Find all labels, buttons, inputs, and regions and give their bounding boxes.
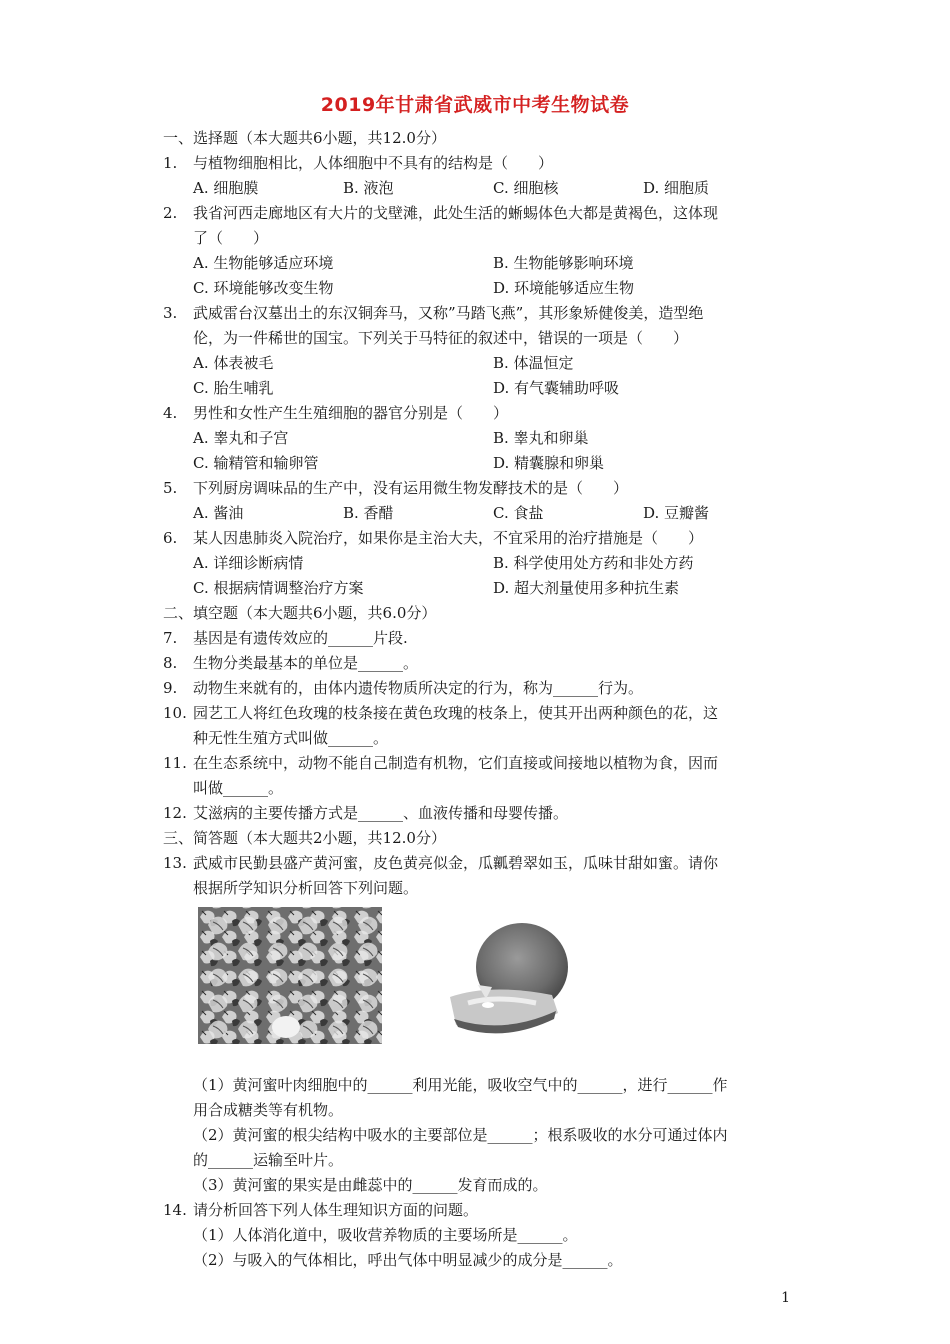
option-a: A. 酱油 (193, 504, 244, 522)
option-a: A. 体表被毛 (193, 354, 274, 372)
question-number: 1. (163, 154, 178, 172)
sub-question-2-cont: 的______运输至叶片。 (193, 1151, 344, 1169)
question-number: 6. (163, 529, 178, 547)
question-number: 10. (163, 704, 187, 722)
option-d: D. 细胞质 (643, 179, 710, 197)
question-text: 基因是有遗传效应的______片段. (193, 629, 408, 647)
sub-question-3: （3）黄河蜜的果实是由雌蕊中的______发育而成的。 (193, 1176, 548, 1194)
question-text: 我省河西走廊地区有大片的戈壁滩，此处生活的蜥蜴体色大都是黄褐色，这体现 (193, 204, 719, 222)
question-text: 武威市民勤县盛产黄河蜜，皮色黄亮似金，瓜瓤碧翠如玉，瓜味甘甜如蜜。请你 (193, 854, 719, 872)
option-d: D. 豆瓣酱 (643, 504, 710, 522)
section-heading-fill: 二、填空题（本大题共6小题，共6.0分） (163, 604, 437, 622)
sub-question-2: （2）与吸入的气体相比，呼出气体中明显减少的成分是______。 (193, 1251, 623, 1269)
option-d: D. 超大剂量使用多种抗生素 (493, 579, 680, 597)
question-text: 下列厨房调味品的生产中，没有运用微生物发酵技术的是（ ） (193, 479, 629, 497)
option-a: A. 睾丸和子宫 (193, 429, 289, 447)
option-d: D. 精囊腺和卵巢 (493, 454, 605, 472)
question-number: 11. (163, 754, 187, 772)
question-text: 生物分类最基本的单位是______。 (193, 654, 419, 672)
sub-question-1: （1）黄河蜜叶肉细胞中的______利用光能，吸收空气中的______，进行______作 (193, 1076, 728, 1094)
question-text: 与植物细胞相比，人体细胞中不具有的结构是（ ） (193, 154, 554, 172)
question-number: 5. (163, 479, 178, 497)
option-c: C. 胎生哺乳 (193, 379, 274, 397)
question-number: 12. (163, 804, 187, 822)
option-b: B. 香醋 (343, 504, 394, 522)
question-text: 在生态系统中，动物不能自己制造有机物，它们直接或间接地以植物为食，因而 (193, 754, 719, 772)
question-text: 艾滋病的主要传播方式是______、血液传播和母婴传播。 (193, 804, 569, 822)
option-c: C. 根据病情调整治疗方案 (193, 579, 364, 597)
question-number: 7. (163, 629, 178, 647)
option-c: C. 输精管和输卵管 (193, 454, 319, 472)
question-text: 动物生来就有的，由体内遗传物质所决定的行为，称为______行为。 (193, 679, 644, 697)
option-a: A. 详细诊断病情 (193, 554, 304, 572)
option-c: C. 环境能够改变生物 (193, 279, 334, 297)
option-d: D. 有气囊辅助呼吸 (493, 379, 620, 397)
question-text-cont: 伦，为一件稀世的国宝。下列关于马特征的叙述中，错误的一项是（ ） (193, 329, 689, 347)
sub-question-1-cont: 用合成糖类等有机物。 (193, 1101, 344, 1119)
option-b: B. 科学使用处方药和非处方药 (493, 554, 694, 572)
question-number: 9. (163, 679, 178, 697)
question-number: 3. (163, 304, 178, 322)
question-number: 14. (163, 1201, 187, 1219)
question-text-cont: 根据所学知识分析回答下列问题。 (193, 879, 419, 897)
page-title: 2019年甘肃省武威市中考生物试卷 (320, 94, 630, 116)
page-number: 1 (781, 1290, 790, 1306)
option-a: A. 细胞膜 (193, 179, 259, 197)
option-a: A. 生物能够适应环境 (193, 254, 334, 272)
question-text: 园艺工人将红色玫瑰的枝条接在黄色玫瑰的枝条上，使其开出两种颜色的花，这 (193, 704, 719, 722)
melon-fruit-photo (440, 915, 580, 1045)
question-number: 2. (163, 204, 178, 222)
question-text-cont: 了（ ） (193, 229, 269, 247)
option-b: B. 液泡 (343, 179, 394, 197)
section-heading-choice: 一、选择题（本大题共6小题，共12.0分） (163, 129, 446, 147)
question-text: 请分析回答下列人体生理知识方面的问题。 (193, 1201, 479, 1219)
option-c: C. 食盐 (493, 504, 544, 522)
question-text: 武威雷台汉墓出土的东汉铜奔马，又称”马踏飞燕”，其形象矫健俊美，造型绝 (193, 304, 704, 322)
option-d: D. 环境能够适应生物 (493, 279, 635, 297)
question-text: 男性和女性产生生殖细胞的器官分别是（ ） (193, 404, 509, 422)
question-text-cont: 种无性生殖方式叫做______。 (193, 729, 389, 747)
option-c: C. 细胞核 (493, 179, 559, 197)
question-number: 4. (163, 404, 178, 422)
question-text: 某人因患肺炎入院治疗，如果你是主治大夫，不宜采用的治疗措施是（ ） (193, 529, 704, 547)
section-heading-short: 三、简答题（本大题共2小题，共12.0分） (163, 829, 446, 847)
sub-question-1: （1）人体消化道中，吸收营养物质的主要场所是______。 (193, 1226, 578, 1244)
option-b: B. 体温恒定 (493, 354, 574, 372)
question-number: 13. (163, 854, 187, 872)
melon-field-photo (198, 907, 382, 1044)
question-text-cont: 叫做______。 (193, 779, 284, 797)
sub-question-2: （2）黄河蜜的根尖结构中吸水的主要部位是______；根系吸收的水分可通过体内 (193, 1126, 728, 1144)
option-b: B. 生物能够影响环境 (493, 254, 634, 272)
option-b: B. 睾丸和卵巢 (493, 429, 589, 447)
question-number: 8. (163, 654, 178, 672)
